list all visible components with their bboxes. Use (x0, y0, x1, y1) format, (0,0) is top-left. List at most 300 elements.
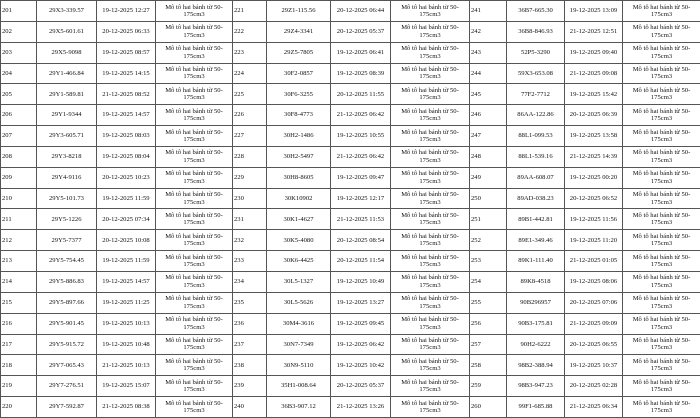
plate-number: 29Z1-115.56 (267, 1, 331, 22)
violation-time: 20-12-2025 07:06 (565, 292, 623, 313)
row-number: 219 (1, 376, 37, 397)
plate-number: 98B3-947.23 (507, 376, 565, 397)
row-number: 243 (470, 42, 507, 63)
vehicle-type-line2: 175cm3 (183, 52, 205, 60)
vehicle-type-line1: Mô tô hai bánh từ 50- (632, 211, 691, 219)
vehicle-type (623, 63, 700, 84)
vehicle-type-line1: Mô tô hai bánh từ 50- (401, 316, 459, 324)
vehicle-type-line2: 175cm3 (650, 177, 673, 185)
plate-number: 35H1-008.64 (267, 376, 331, 397)
violation-time: 20-12-2025 07:34 (97, 209, 156, 230)
vehicle-type (391, 1, 470, 22)
plate-number: 29X3-339.57 (37, 1, 97, 22)
violation-time: 21-12-2025 08:52 (97, 84, 156, 105)
vehicle-type-line2: 175cm3 (183, 219, 205, 227)
vehicle-type (391, 188, 470, 209)
plate-number: 29Y1-9344 (37, 105, 97, 126)
violation-time: 19-12-2025 15:07 (97, 376, 156, 397)
table-row (1, 271, 700, 292)
vehicle-type-line2: 175cm3 (650, 407, 673, 415)
vehicle-type (391, 292, 470, 313)
violation-time: 20-12-2025 02:28 (565, 376, 623, 397)
table-row (1, 126, 700, 147)
vehicle-type-line2: 175cm3 (650, 52, 673, 60)
vehicle-type-line2: 175cm3 (183, 135, 205, 143)
vehicle-type (156, 313, 233, 334)
violation-time: 21-12-2025 12:51 (565, 21, 623, 42)
vehicle-type-line2: 175cm3 (419, 198, 441, 206)
vehicle-type (623, 146, 700, 167)
vehicle-type (156, 188, 233, 209)
vehicle-type-line2: 175cm3 (419, 73, 441, 81)
violation-time: 19-12-2025 08:03 (97, 126, 156, 147)
violation-time: 19-12-2025 10:49 (331, 271, 391, 292)
vehicle-type (623, 376, 700, 397)
vehicle-type-line2: 175cm3 (419, 323, 441, 331)
vehicle-type-line1: Mô tô hai bánh từ 50- (401, 253, 459, 261)
vehicle-type-line1: Mô tô hai bánh từ 50- (632, 316, 691, 324)
violation-time: 21-12-2025 10:13 (97, 355, 156, 376)
vehicle-type (623, 230, 700, 251)
vehicle-type-line2: 175cm3 (419, 240, 441, 248)
plate-number: 89E1-349.46 (507, 230, 565, 251)
vehicle-type (623, 355, 700, 376)
violation-time: 19-12-2025 08:39 (331, 63, 391, 84)
plate-number: 29Y5-901.45 (37, 313, 97, 334)
vehicle-type-line1: Mô tô hai bánh từ 50- (401, 170, 459, 178)
vehicle-type-line1: Mô tô hai bánh từ 50- (401, 191, 459, 199)
vehicle-type-line2: 175cm3 (650, 365, 673, 373)
vehicle-type-line1: Mô tô hai bánh từ 50- (632, 45, 691, 53)
table-row (1, 84, 700, 105)
violation-time: 19-12-2025 11:25 (97, 292, 156, 313)
row-number: 222 (233, 21, 267, 42)
vehicle-type-line1: Mô tô hai bánh từ 50- (632, 170, 691, 178)
vehicle-type-line2: 175cm3 (419, 386, 441, 394)
plate-number: 29Z5-7805 (267, 42, 331, 63)
row-number: 205 (1, 84, 37, 105)
vehicle-type-line2: 175cm3 (183, 261, 205, 269)
vehicle-type-line1: Mô tô hai bánh từ 50- (632, 378, 691, 386)
row-number: 223 (233, 42, 267, 63)
plate-number: 29Y3-605.71 (37, 126, 97, 147)
vehicle-type-line1: Mô tô hai bánh từ 50- (165, 253, 223, 261)
vehicle-type-line1: Mô tô hai bánh từ 50- (401, 399, 459, 407)
violation-time: 19-12-2025 14:57 (97, 271, 156, 292)
plate-number: 30F6-3255 (267, 84, 331, 105)
violation-time: 20-12-2025 05:37 (331, 21, 391, 42)
plate-number: 77F2-7712 (507, 84, 565, 105)
violation-time: 21-12-2025 01:05 (565, 251, 623, 272)
row-number: 215 (1, 292, 37, 313)
row-number: 239 (233, 376, 267, 397)
plate-number: 29Y5-1226 (37, 209, 97, 230)
table-body (1, 1, 700, 418)
vehicle-type-line2: 175cm3 (650, 73, 673, 81)
plate-number: 29Y3-8218 (37, 146, 97, 167)
violation-time: 19-12-2025 09:47 (331, 167, 391, 188)
violation-time: 19-12-2025 11:20 (565, 230, 623, 251)
vehicle-type-line1: Mô tô hai bánh từ 50- (165, 316, 223, 324)
row-number: 225 (233, 84, 267, 105)
table-row (1, 251, 700, 272)
table-row (1, 230, 700, 251)
row-number: 240 (233, 397, 267, 418)
violation-time: 21-12-2025 09:09 (565, 313, 623, 334)
vehicle-type (623, 188, 700, 209)
table-row (1, 376, 700, 397)
plate-number: 29Y7-065.43 (37, 355, 97, 376)
vehicle-type-line2: 175cm3 (419, 365, 441, 373)
plate-number: 59X3-653.08 (507, 63, 565, 84)
plate-number: 30K5-4080 (267, 230, 331, 251)
vehicle-type-line2: 175cm3 (419, 261, 441, 269)
row-number: 232 (233, 230, 267, 251)
violation-time: 19-12-2025 08:57 (97, 42, 156, 63)
vehicle-type-line1: Mô tô hai bánh từ 50- (165, 274, 223, 282)
row-number: 254 (470, 271, 507, 292)
vehicle-type-line2: 175cm3 (183, 407, 205, 415)
vehicle-type-line2: 175cm3 (183, 344, 205, 352)
vehicle-type-line1: Mô tô hai bánh từ 50- (165, 378, 223, 386)
vehicle-type-line1: Mô tô hai bánh từ 50- (165, 149, 223, 157)
plate-number: 98B2-388.94 (507, 355, 565, 376)
row-number: 253 (470, 251, 507, 272)
row-number: 256 (470, 313, 507, 334)
plate-number: 30M4-3616 (267, 313, 331, 334)
violation-time: 21-12-2025 11:53 (331, 209, 391, 230)
vehicle-type (391, 105, 470, 126)
plate-number: 30K10902 (267, 188, 331, 209)
row-number: 250 (470, 188, 507, 209)
row-number: 202 (1, 21, 37, 42)
vehicle-type-line2: 175cm3 (183, 323, 205, 331)
plate-number: 36B7-665.30 (507, 1, 565, 22)
vehicle-type (391, 397, 470, 418)
row-number: 226 (233, 105, 267, 126)
vehicle-type-line1: Mô tô hai bánh từ 50- (165, 24, 223, 32)
vehicle-type-line1: Mô tô hai bánh từ 50- (401, 128, 459, 136)
vehicle-type-line2: 175cm3 (419, 156, 441, 164)
vehicle-type (623, 251, 700, 272)
vehicle-type-line2: 175cm3 (183, 73, 205, 81)
violation-time: 19-12-2025 08:04 (97, 146, 156, 167)
row-number: 259 (470, 376, 507, 397)
vehicle-type-line1: Mô tô hai bánh từ 50- (401, 149, 459, 157)
vehicle-type-line1: Mô tô hai bánh từ 50- (632, 107, 691, 115)
vehicle-type-line1: Mô tô hai bánh từ 50- (401, 24, 459, 32)
vehicle-type (156, 167, 233, 188)
plate-number: 29Y5-915.72 (37, 334, 97, 355)
row-number: 208 (1, 146, 37, 167)
vehicle-type-line1: Mô tô hai bánh từ 50- (401, 357, 459, 365)
plate-number: 90B296957 (507, 292, 565, 313)
vehicle-type (623, 84, 700, 105)
violation-time: 19-12-2025 12:17 (331, 188, 391, 209)
vehicle-type-line1: Mô tô hai bánh từ 50- (632, 357, 691, 365)
plate-number: 30L5-5626 (267, 292, 331, 313)
vehicle-type (623, 271, 700, 292)
row-number: 230 (233, 188, 267, 209)
violation-time: 19-12-2025 10:42 (331, 355, 391, 376)
row-number: 210 (1, 188, 37, 209)
vehicle-type-line2: 175cm3 (183, 10, 205, 18)
vehicle-type-line1: Mô tô hai bánh từ 50- (401, 232, 459, 240)
vehicle-type (156, 292, 233, 313)
vehicle-type-line2: 175cm3 (419, 219, 441, 227)
vehicle-type-line2: 175cm3 (183, 94, 205, 102)
violation-time: 19-12-2025 11:59 (97, 188, 156, 209)
vehicle-type-line2: 175cm3 (419, 344, 441, 352)
row-number: 224 (233, 63, 267, 84)
violation-time: 21-12-2025 14:39 (565, 146, 623, 167)
vehicle-type-line2: 175cm3 (419, 10, 441, 18)
plate-number: 30K6-4425 (267, 251, 331, 272)
vehicle-type (156, 146, 233, 167)
vehicle-type (156, 21, 233, 42)
plate-number: 99F1-685.88 (507, 397, 565, 418)
vehicle-type-line1: Mô tô hai bánh từ 50- (632, 24, 691, 32)
vehicle-type-line2: 175cm3 (650, 31, 673, 39)
table-row (1, 42, 700, 63)
vehicle-type-line1: Mô tô hai bánh từ 50- (165, 170, 223, 178)
vehicle-type-line2: 175cm3 (650, 323, 673, 331)
vehicle-type-line1: Mô tô hai bánh từ 50- (165, 86, 223, 94)
row-number: 251 (470, 209, 507, 230)
violation-time: 20-12-2025 11:55 (331, 84, 391, 105)
vehicle-type-line1: Mô tô hai bánh từ 50- (401, 295, 459, 303)
vehicle-type-line2: 175cm3 (419, 52, 441, 60)
violation-time: 19-12-2025 08:06 (565, 271, 623, 292)
vehicle-type-line1: Mô tô hai bánh từ 50- (165, 3, 223, 11)
vehicle-type-line1: Mô tô hai bánh từ 50- (632, 253, 691, 261)
violation-time: 19-12-2025 15:42 (565, 84, 623, 105)
table-row (1, 397, 700, 418)
vehicle-type (391, 251, 470, 272)
vehicle-type (391, 313, 470, 334)
violation-time: 19-12-2025 13:09 (565, 1, 623, 22)
row-number: 249 (470, 167, 507, 188)
vehicle-type-line2: 175cm3 (183, 115, 205, 123)
violation-time: 20-12-2025 06:33 (97, 21, 156, 42)
vehicle-type-line1: Mô tô hai bánh từ 50- (632, 191, 691, 199)
vehicle-type-line2: 175cm3 (183, 177, 205, 185)
row-number: 248 (470, 146, 507, 167)
vehicle-type-line1: Mô tô hai bánh từ 50- (401, 337, 459, 345)
plate-number: 30L5-1327 (267, 271, 331, 292)
vehicle-type-line2: 175cm3 (650, 135, 673, 143)
violation-time: 19-12-2025 10:13 (97, 313, 156, 334)
vehicle-type (391, 146, 470, 167)
vehicle-type-line1: Mô tô hai bánh từ 50- (632, 337, 691, 345)
table-row (1, 188, 700, 209)
table-row (1, 146, 700, 167)
row-number: 212 (1, 230, 37, 251)
vehicle-type-line1: Mô tô hai bánh từ 50- (165, 191, 223, 199)
vehicle-type-line2: 175cm3 (183, 302, 205, 310)
plate-number: 29Y7-592.87 (37, 397, 97, 418)
plate-number: 29Z4-3341 (267, 21, 331, 42)
vehicle-type-line2: 175cm3 (650, 156, 673, 164)
row-number: 203 (1, 42, 37, 63)
violation-time: 19-12-2025 11:56 (565, 209, 623, 230)
vehicle-type-line2: 175cm3 (650, 219, 673, 227)
row-number: 214 (1, 271, 37, 292)
row-number: 260 (470, 397, 507, 418)
row-number: 229 (233, 167, 267, 188)
vehicle-type-line2: 175cm3 (650, 240, 673, 248)
row-number: 211 (1, 209, 37, 230)
vehicle-type-line2: 175cm3 (419, 281, 441, 289)
plate-number: 30H2-1486 (267, 126, 331, 147)
plate-number: 29Y5-886.83 (37, 271, 97, 292)
vehicle-type (391, 167, 470, 188)
violation-time: 20-12-2025 06:52 (565, 188, 623, 209)
table-row (1, 63, 700, 84)
violation-time: 19-12-2025 09:40 (565, 42, 623, 63)
table-row (1, 355, 700, 376)
vehicle-type (156, 230, 233, 251)
violation-time: 20-12-2025 08:54 (331, 230, 391, 251)
vehicle-type-line1: Mô tô hai bánh từ 50- (401, 211, 459, 219)
vehicle-type-line2: 175cm3 (419, 31, 441, 39)
violation-time: 19-12-2025 06:42 (331, 334, 391, 355)
vehicle-type-line1: Mô tô hai bánh từ 50- (165, 399, 223, 407)
vehicle-type-line1: Mô tô hai bánh từ 50- (632, 128, 691, 136)
violation-time: 19-12-2025 10:48 (97, 334, 156, 355)
violation-time: 20-12-2025 06:39 (565, 105, 623, 126)
row-number: 218 (1, 355, 37, 376)
vehicle-type (156, 105, 233, 126)
vehicle-type-line1: Mô tô hai bánh từ 50- (401, 274, 459, 282)
plate-number: 88L1-099.53 (507, 126, 565, 147)
violation-time: 21-12-2025 06:34 (565, 397, 623, 418)
plate-number: 29Y7-276.51 (37, 376, 97, 397)
violation-time: 19-12-2025 00:20 (565, 167, 623, 188)
violation-time: 21-12-2025 13:26 (331, 397, 391, 418)
vehicle-type-line2: 175cm3 (183, 31, 205, 39)
vehicle-type-line2: 175cm3 (183, 386, 205, 394)
plate-number: 89K8-4518 (507, 271, 565, 292)
row-number: 246 (470, 105, 507, 126)
plate-number: 29Y5-101.73 (37, 188, 97, 209)
vehicle-type-line1: Mô tô hai bánh từ 50- (632, 149, 691, 157)
vehicle-type (156, 397, 233, 418)
vehicle-type-line1: Mô tô hai bánh từ 50- (632, 86, 691, 94)
vehicle-type-line1: Mô tô hai bánh từ 50- (165, 128, 223, 136)
vehicle-type-line1: Mô tô hai bánh từ 50- (401, 66, 459, 74)
violation-time: 20-12-2025 05:37 (331, 376, 391, 397)
plate-number: 86AA-122.86 (507, 105, 565, 126)
plate-number: 29Y1-466.84 (37, 63, 97, 84)
table-row (1, 1, 700, 22)
vehicle-type-line1: Mô tô hai bánh từ 50- (632, 66, 691, 74)
row-number: 206 (1, 105, 37, 126)
row-number: 245 (470, 84, 507, 105)
plate-number: 52P5-3290 (507, 42, 565, 63)
row-number: 235 (233, 292, 267, 313)
row-number: 228 (233, 146, 267, 167)
violation-time: 19-12-2025 14:57 (97, 105, 156, 126)
vehicle-type (156, 271, 233, 292)
row-number: 233 (233, 251, 267, 272)
vehicle-type-line1: Mô tô hai bánh từ 50- (401, 378, 459, 386)
plate-number: 90H2-6222 (507, 334, 565, 355)
row-number: 221 (233, 1, 267, 22)
plate-number: 89AA-608.07 (507, 167, 565, 188)
vehicle-type-line1: Mô tô hai bánh từ 50- (165, 66, 223, 74)
vehicle-type (623, 105, 700, 126)
vehicle-type (156, 334, 233, 355)
plate-number: 29X5-601.61 (37, 21, 97, 42)
violation-time: 19-12-2025 12:27 (97, 1, 156, 22)
row-number: 241 (470, 1, 507, 22)
vehicle-type (156, 63, 233, 84)
plate-number: 36B3-907.12 (267, 397, 331, 418)
vehicle-type-line1: Mô tô hai bánh từ 50- (165, 337, 223, 345)
vehicle-type-line1: Mô tô hai bánh từ 50- (401, 45, 459, 53)
vehicle-type (391, 230, 470, 251)
row-number: 209 (1, 167, 37, 188)
table-row (1, 209, 700, 230)
table-row (1, 105, 700, 126)
vehicle-type-line1: Mô tô hai bánh từ 50- (632, 399, 691, 407)
violation-time: 19-12-2025 11:59 (97, 251, 156, 272)
table-row (1, 21, 700, 42)
vehicle-type-line1: Mô tô hai bánh từ 50- (632, 3, 691, 11)
vehicle-type (623, 1, 700, 22)
table-row (1, 167, 700, 188)
vehicle-type (156, 1, 233, 22)
row-number: 237 (233, 334, 267, 355)
violation-time: 21-12-2025 06:42 (331, 146, 391, 167)
vehicle-type (623, 313, 700, 334)
row-number: 204 (1, 63, 37, 84)
violation-time: 21-12-2025 08:38 (97, 397, 156, 418)
violation-time: 20-12-2025 10:23 (97, 167, 156, 188)
vehicle-type (623, 21, 700, 42)
plate-number: 30N7-7349 (267, 334, 331, 355)
row-number: 220 (1, 397, 37, 418)
violation-time: 20-12-2025 06:55 (565, 334, 623, 355)
vehicle-type (391, 126, 470, 147)
row-number: 227 (233, 126, 267, 147)
violation-time: 20-12-2025 06:44 (331, 1, 391, 22)
vehicle-type-line1: Mô tô hai bánh từ 50- (401, 107, 459, 115)
violation-time: 21-12-2025 09:08 (565, 63, 623, 84)
row-number: 216 (1, 313, 37, 334)
vehicle-type-line2: 175cm3 (419, 94, 441, 102)
plate-number: 29Y1-589.81 (37, 84, 97, 105)
plate-number: 29Y5-897.66 (37, 292, 97, 313)
vehicle-type (156, 42, 233, 63)
table-row (1, 334, 700, 355)
vehicle-type-line2: 175cm3 (650, 344, 673, 352)
vehicle-type-line2: 175cm3 (183, 281, 205, 289)
violation-time: 19-12-2025 10:37 (565, 355, 623, 376)
plate-number: 30H8-8605 (267, 167, 331, 188)
violation-time: 19-12-2025 13:27 (331, 292, 391, 313)
vehicle-type (623, 42, 700, 63)
row-number: 213 (1, 251, 37, 272)
vehicle-type-line2: 175cm3 (183, 198, 205, 206)
vehicle-type-line2: 175cm3 (183, 365, 205, 373)
vehicle-type-line2: 175cm3 (419, 177, 441, 185)
row-number: 207 (1, 126, 37, 147)
row-number: 247 (470, 126, 507, 147)
row-number: 242 (470, 21, 507, 42)
vehicle-type-line2: 175cm3 (650, 386, 673, 394)
